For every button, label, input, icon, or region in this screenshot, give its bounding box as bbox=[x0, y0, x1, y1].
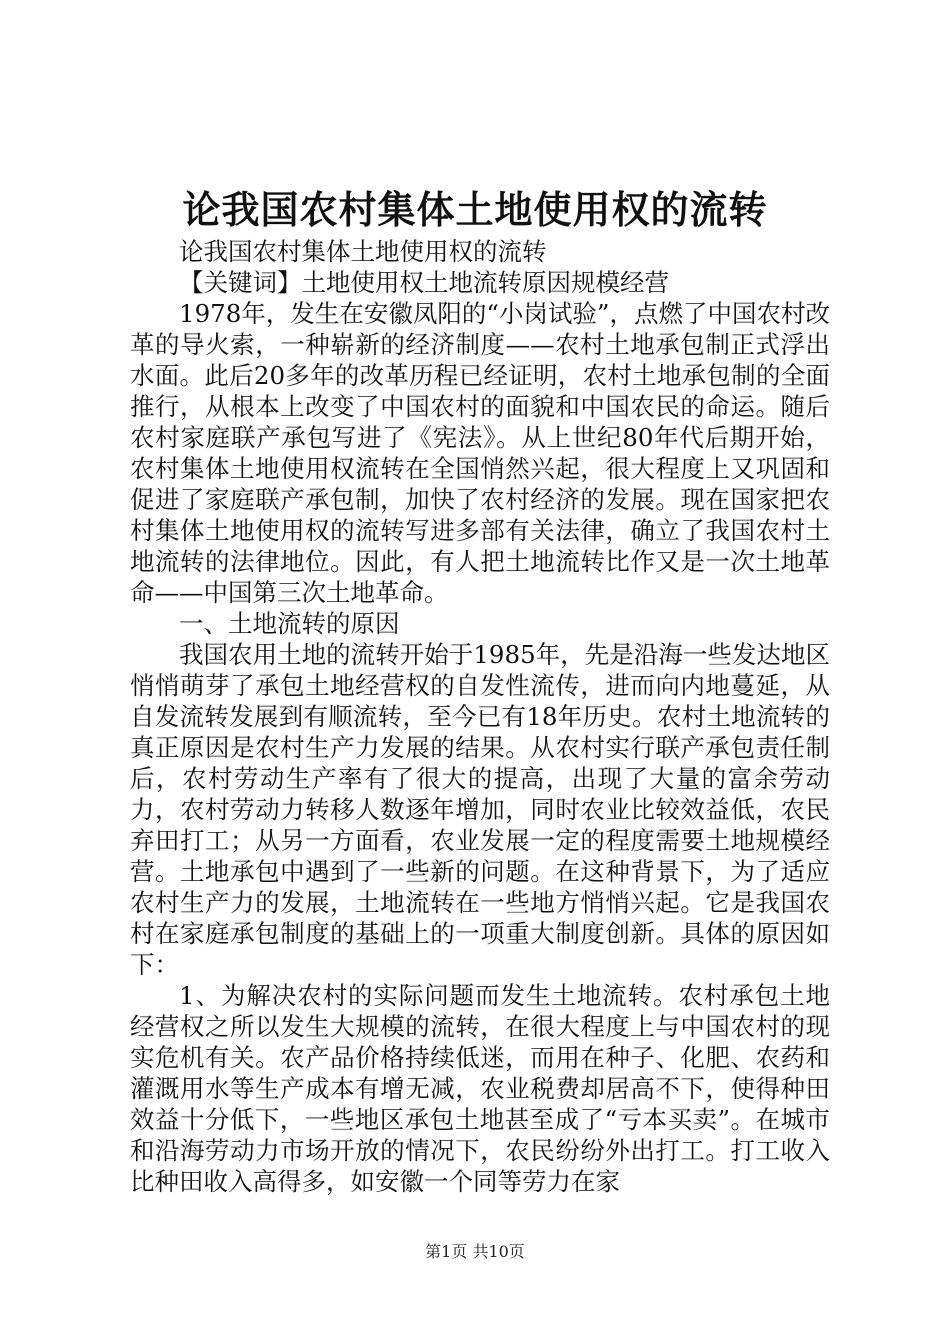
page-footer: 第1页 共10页 bbox=[425, 1242, 525, 1261]
body-paragraph-causes: 我国农用土地的流转开始于1985年，先是沿海一些发达地区悄悄萌芽了承包土地经营权的自发性流传，进而向内地蔓延，从自发流转发展到有顺流转，至今已有18年历史。农村土地流转的真正原因是农村生产力发展的结果。从农村实行联产承包责任制后，农村劳动生产率有了很大的提高，出现了大量的富余劳动力，农村劳动力转移人数逐年增加，同时农业比较效益低，农民弃田打工；从另一方面看，农业发展一定的程度需要土地规模经营。土地承包中遇到了一些新的问题。在这种背景下，为了适应农村生产力的发展，土地流转在一些地方悄悄兴起。它是我国农村在家庭承包制度的基础上的一项重大制度创新。具体的原因如下： bbox=[130, 640, 830, 979]
body-paragraph-subtitle: 论我国农村集体土地使用权的流转 bbox=[179, 237, 547, 266]
body-paragraph-intro: 1978年，发生在安徽凤阳的“小岗试验”，点燃了中国农村改革的导火索，一种崭新的经济制度——农村土地承包制正式浮出水面。此后20多年的改革历程已经证明，农村土地承包制的全面推行，从根本上改变了中国农村的面貌和中国农民的命运。随后农村家庭联产承包写进了《宪法》。从上世纪80年代后期开始，农村集体土地使用权流转在全国悄然兴起，很大程度上又巩固和促进了家庭联产承包制，加快了农村经济的发展。现在国家把农村集体土地使用权的流转写进多部有关法律，确立了我国农村土地流转的法律地位。因此，有人把土地流转比作又是一次土地革命——中国第三次土地革命。 bbox=[130, 299, 830, 607]
body-paragraph-point-1: 1、为解决农村的实际问题而发生土地流转。农村承包土地经营权之所以发生大规模的流转，在很大程度上与中国农村的现实危机有关。农产品价格持续低迷，而用在种子、化肥、农药和灌溉用水等生产成本有增无减，农业税费却居高不下，使得种田效益十分低下，一些地区承包土地甚至成了“亏本买卖”。在城市和沿海劳动力市场开放的情况下，农民纷纷外出打工。打工收入比种田收入高得多，如安徽一个同等劳力在家 bbox=[130, 981, 830, 1196]
body-paragraph-keywords: 【关键词】土地使用权土地流转原因规模经营 bbox=[179, 268, 669, 297]
document-title: 论我国农村集体土地使用权的流转 bbox=[182, 187, 768, 232]
section-heading: 一、土地流转的原因 bbox=[179, 609, 400, 638]
document-body bbox=[130, 236, 830, 1197]
